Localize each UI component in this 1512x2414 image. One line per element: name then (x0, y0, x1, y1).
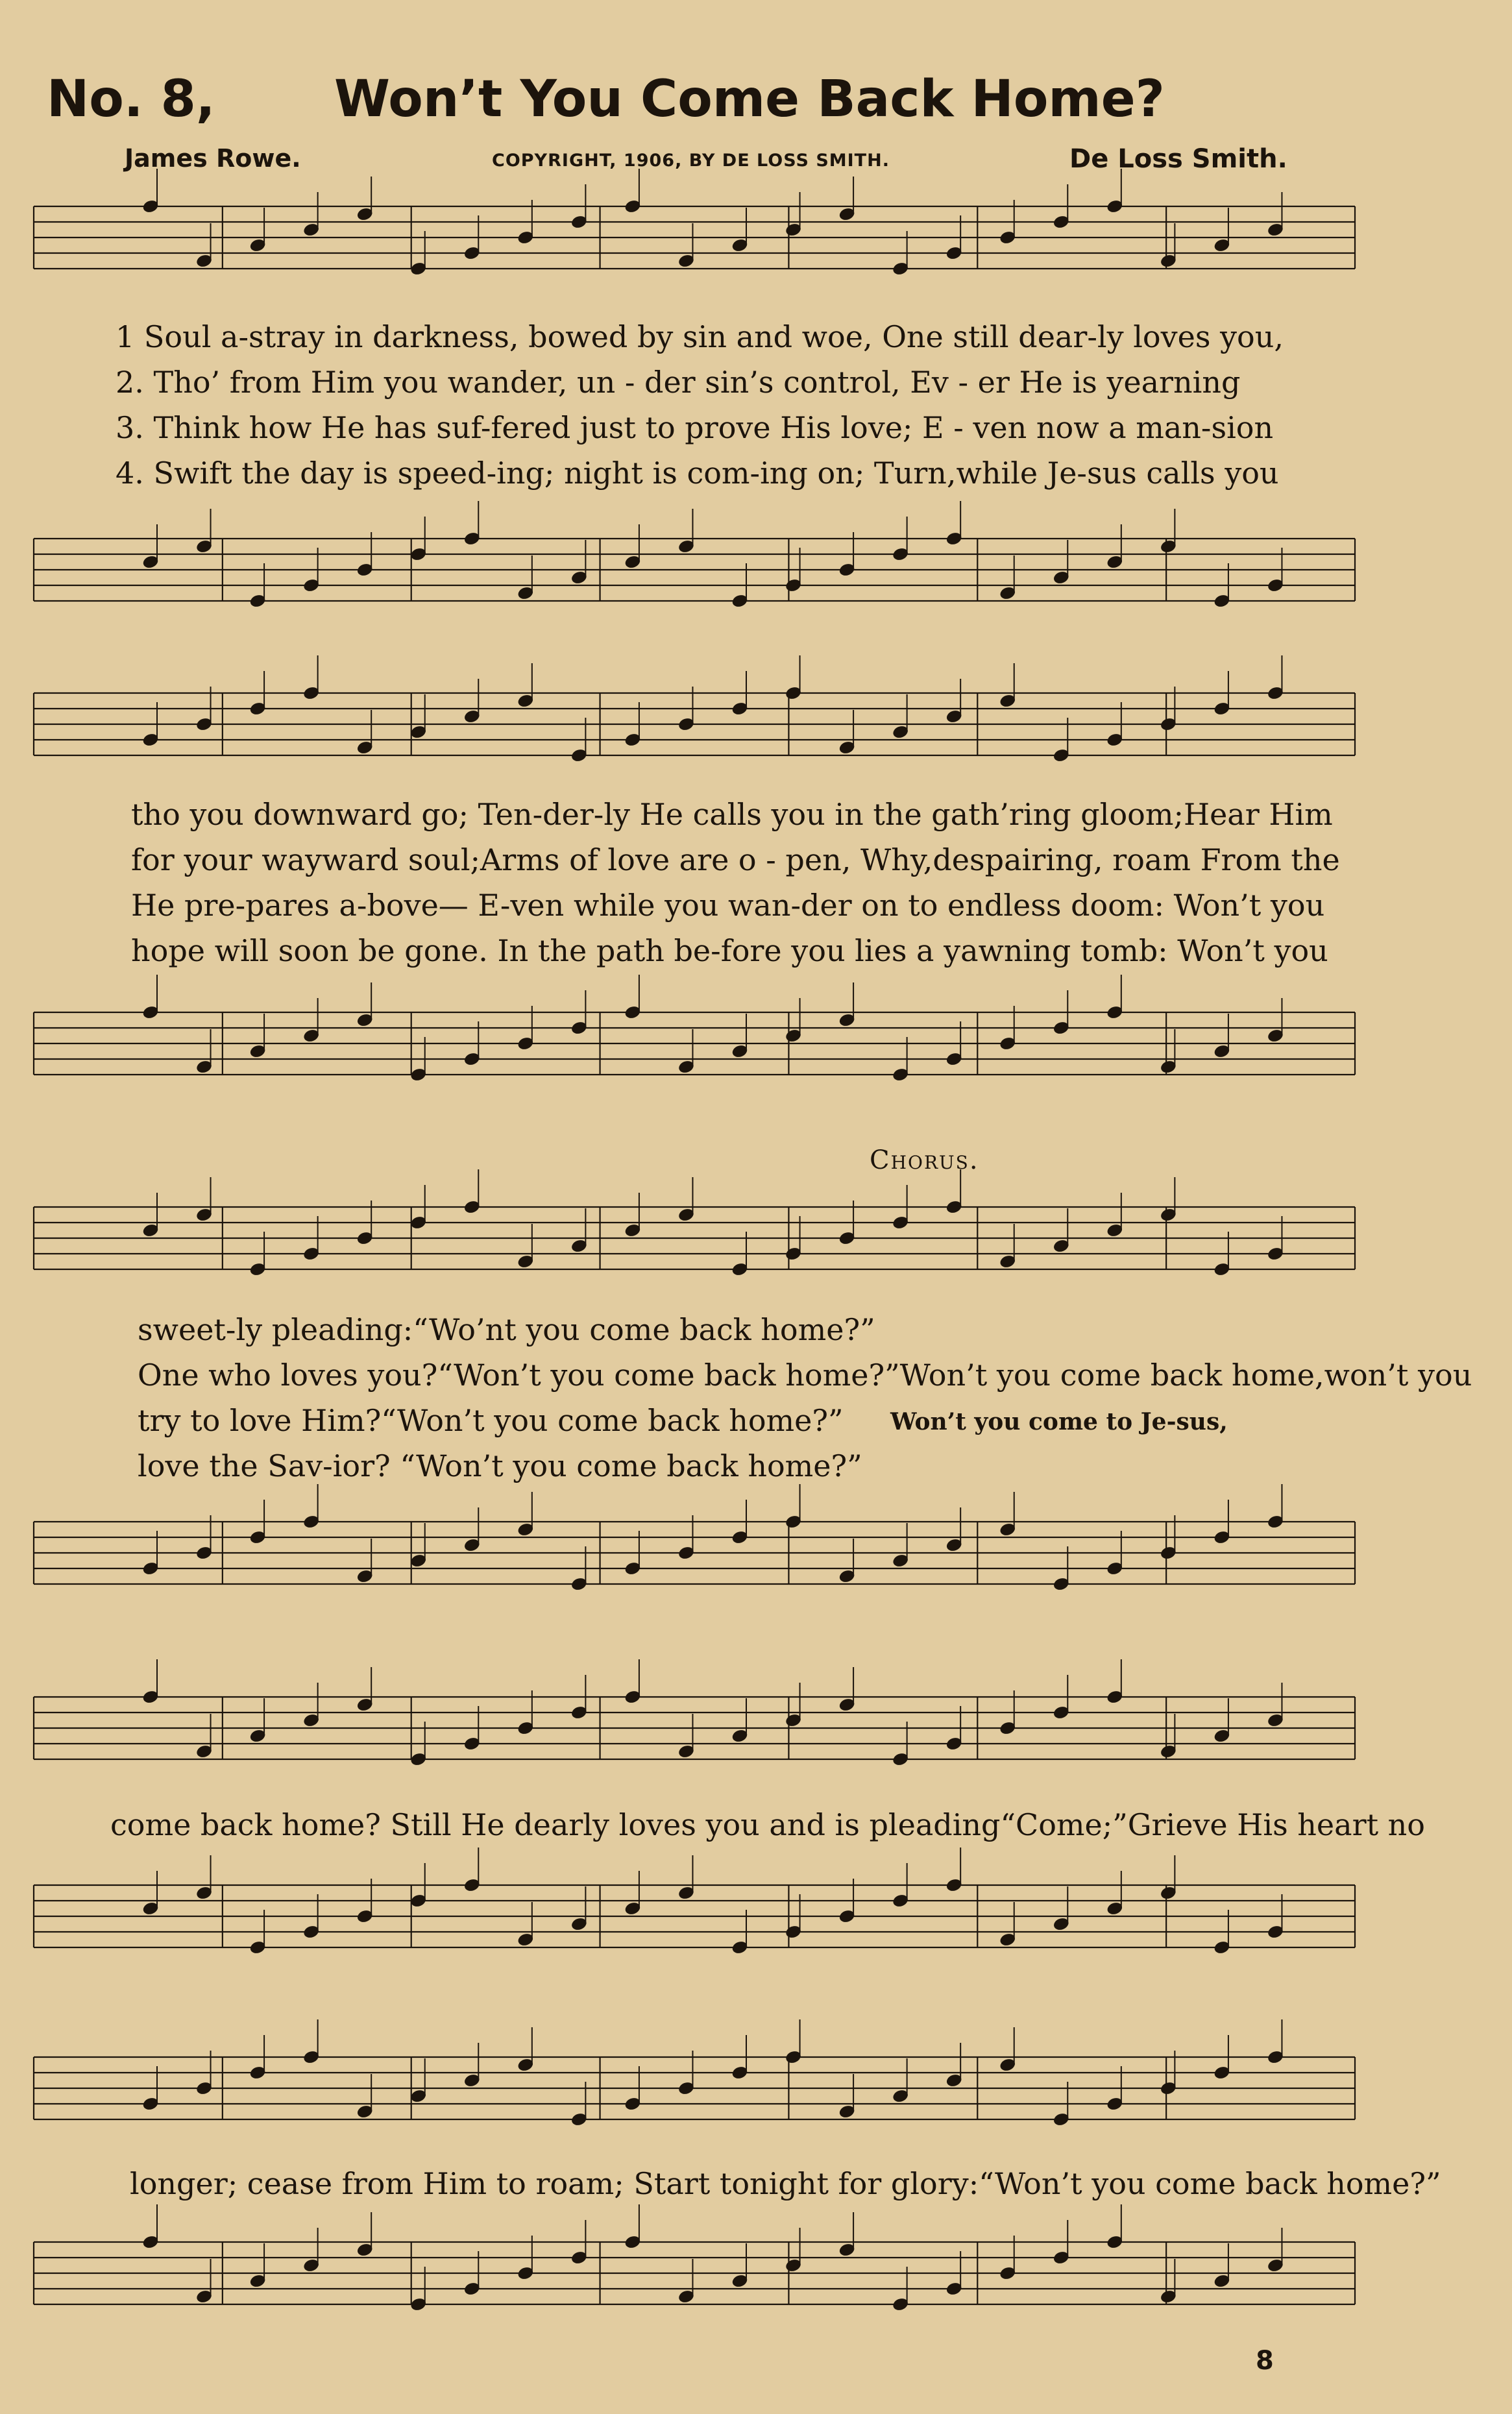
verse-line-6: for your wayward soul;Arms of love are o - pen, Why,despairing, roam From the (131, 842, 1340, 877)
copyright-notice: COPYRIGHT, 1906, BY DE LOSS SMITH. (492, 151, 890, 171)
lyricist-credit: James Rowe. (125, 144, 301, 173)
verse-line-8: hope will soon be gone. In the path be-fore you lies a yawning tomb: Won’t you (131, 933, 1328, 968)
verse-line-1: 1 Soul a-stray in darkness, bowed by sin and woe, One still dear-ly loves you, (116, 319, 1284, 354)
chorus-line-6: longer; cease from Him to roam; Start tonight for glory:“Won’t you come back home?” (130, 2166, 1441, 2201)
chorus-line-2: One who loves you?“Won’t you come back home?”Won’t you come back home,won’t you (138, 1358, 1472, 1393)
chorus-line-5: come back home? Still He dearly loves you and is pleading“Come;”Grieve His heart no (110, 1807, 1425, 1842)
hymn-number: No. 8, (47, 70, 215, 128)
verse-line-5: tho you downward go; Ten-der-ly He calls you in the gath’ring gloom;Hear Him (131, 797, 1333, 832)
hymn-title: Won’t You Come Back Home? (334, 70, 1165, 128)
verse-line-3: 3. Think how He has suf-fered just to prove His love; E - ven now a man-sion (116, 410, 1274, 445)
verse-line-4: 4. Swift the day is speed-ing; night is com-ing on; Turn,while Je-sus calls you (116, 456, 1279, 491)
page-number: 8 (1256, 2346, 1274, 2376)
chorus-line-4: love the Sav-ior? “Won’t you come back home?” (138, 1448, 862, 1483)
verse-line-2: 2. Tho’ from Him you wander, un - der sin’s control, Ev - er He is yearning (116, 365, 1241, 400)
chorus-line-3: try to love Him?“Won’t you come back home?” (138, 1403, 844, 1438)
chorus-line-1: sweet-ly pleading:“Wo’nt you come back home?” (138, 1312, 875, 1347)
chorus-inline-small: Won’t you come to Je-sus, (890, 1408, 1228, 1435)
chorus-label: Chorus. (870, 1145, 979, 1175)
composer-credit: De Loss Smith. (1069, 144, 1287, 174)
verse-line-7: He pre-pares a-bove— E-ven while you wan-der on to endless doom: Won’t you (131, 888, 1325, 923)
